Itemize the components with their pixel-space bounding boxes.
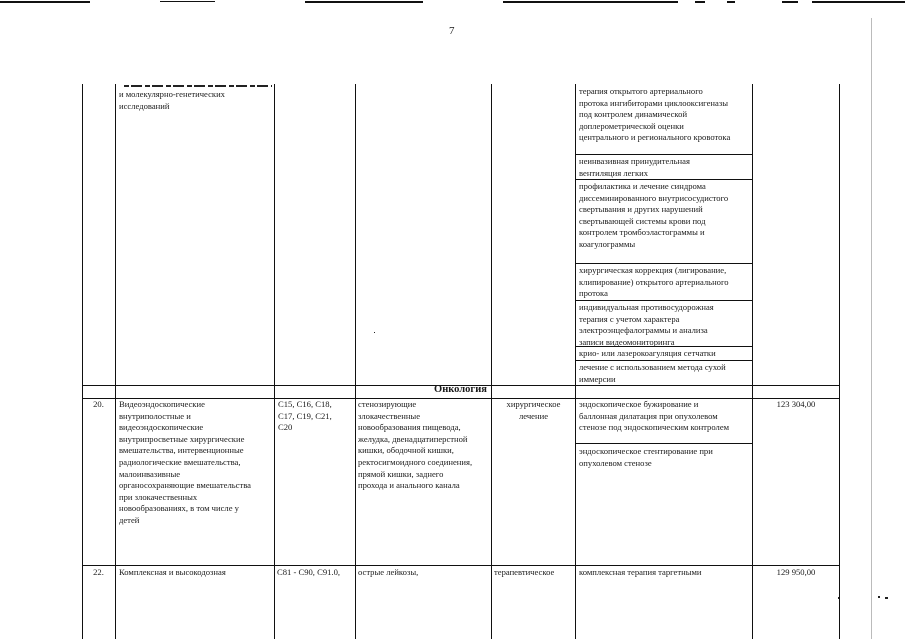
method-cell: лечение с использованием метода сухой иммерсии [579, 362, 726, 384]
scan-speck [885, 597, 888, 599]
top-rule [160, 1, 215, 2]
row-name-cell: Комплексная и высокодозная [119, 567, 226, 577]
row-codes-cell: C81 - C90, C91.0, [277, 567, 341, 577]
top-rule [695, 1, 705, 3]
table-border [491, 84, 492, 639]
method-cell: профилактика и лечение синдрома диссеминированного внутрисосудистого свертывания и других нарушений свертывающей системы крови под контролем тромбоэластограммы и коагулограммы [579, 181, 729, 249]
method-cell: терапия открытого артериального протока ингибиторами циклооксигеназы под контролем динамической доплерометрической оценки центрального и регионального кровотока [579, 86, 731, 143]
table-border [575, 154, 752, 155]
top-rule [812, 1, 905, 3]
table-border [575, 263, 752, 264]
table-border [575, 300, 752, 301]
table-border [752, 84, 753, 639]
row-model-cell: стенозирующие злокачественные новообразования пищевода, желудка, двенадцатиперстной кишки, ободочной кишки, ректосигмоидного соединения, прямой кишки, заднего прохода и анального канала [358, 399, 473, 491]
top-rule [503, 1, 678, 3]
table-border [82, 84, 83, 639]
method-cell: эндоскопическое бужирование и баллонная дилатация при опухолевом стенозе под эндоскопическим контролем [579, 399, 730, 433]
row-cost-cell: 129 950,00 [776, 567, 816, 577]
row-number: 20. [93, 399, 104, 409]
table-border [575, 443, 752, 444]
top-rule [782, 1, 798, 3]
table-border [355, 84, 356, 639]
table-border [274, 84, 275, 639]
top-rule [305, 1, 423, 3]
table-border [575, 360, 752, 361]
scan-speck [878, 596, 880, 598]
table-border [82, 565, 840, 566]
row-codes-cell: C15, C16, C18, C17, C19, C21, C20 [278, 399, 332, 433]
row-treatment-type-cell: терапевтическое [494, 567, 555, 577]
method-cell: крио- или лазерокоагуляция сетчатки [579, 348, 716, 358]
table-border [115, 84, 116, 639]
cut-text-fragment [124, 84, 272, 88]
method-cell: эндоскопическое стентирование при опухолевом стенозе [579, 446, 713, 468]
page-number: 7 [449, 25, 455, 37]
top-rule [727, 1, 735, 3]
row-name-cell: Видеоэндоскопические внутриполостные и видеоэндоскопические внутрипросветные хирургические вмешательства, интервенционные радиологические вмешательства, малоинвазивные органосохраняющие вмешательства при злокачественных новообразованиях, в том числе у детей [119, 399, 251, 525]
row-number: 22. [93, 567, 104, 577]
table-border [575, 84, 576, 639]
scan-edge-line [871, 18, 872, 639]
method-cell: хирургическая коррекция (лигирование, клипирование) открытого артериального протока [579, 265, 729, 299]
continued-name-cell: и молекулярно-генетических исследований [119, 89, 225, 111]
table-border [839, 84, 840, 639]
row-model-cell: острые лейкозы, [358, 567, 419, 577]
row-treatment-type-cell: хирургическое лечение [506, 399, 561, 421]
top-rule [0, 1, 90, 3]
row-cost-cell: 123 304,00 [776, 399, 816, 409]
section-title: Онкология [434, 384, 487, 395]
method-cell: комплексная терапия таргетными [579, 567, 702, 577]
method-cell: неинвазивная принудительная вентиляция легких [579, 156, 690, 178]
medical-care-table [82, 84, 840, 639]
method-cell: индивидуальная противосудорожная терапия с учетом характера электроэнцефалограммы и анализа записи видеомониторинга [579, 302, 714, 347]
